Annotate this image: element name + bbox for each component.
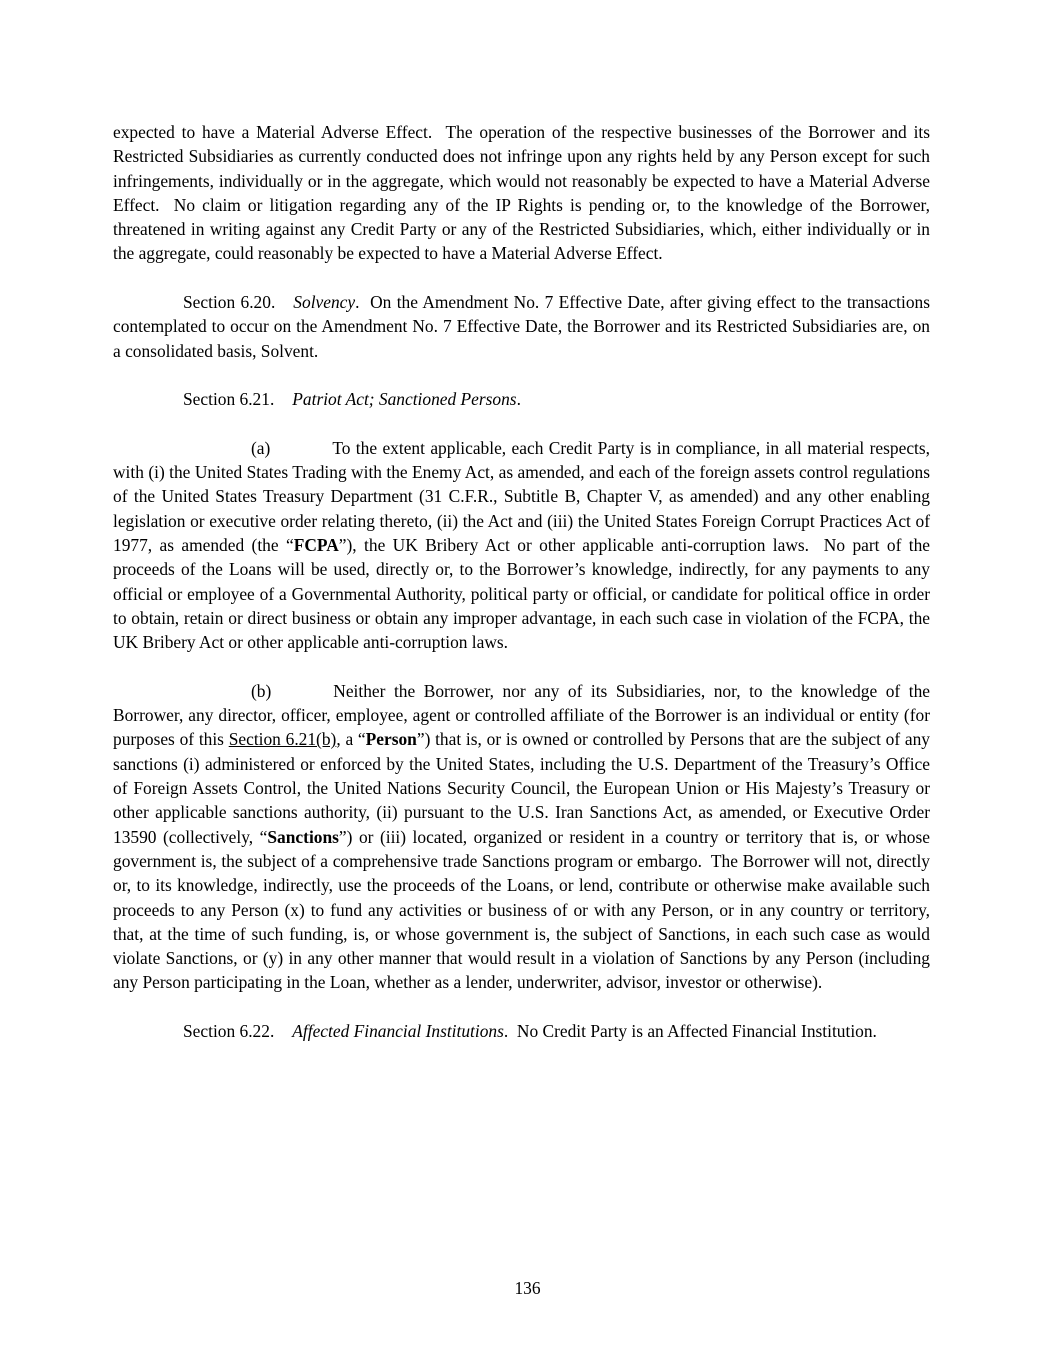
text-run: . [516, 389, 521, 410]
text-run: To the extent applicable, each Credit Party is in compliance, in all material respects, with (i) the United States Trading with the Enemy Act, as amended, and each of the foreign assets control regulations of the United States Treasury Department (31 C.F.R., Subtitle B, Chapter V, as amended) and any other enabling legislation or executive order relating thereto, (ii) the Act and (iii) the United States Foreign Corrupt Practices Act of 1977, as amended (the “ [113, 437, 930, 556]
para-ip-rights-continuation [113, 120, 930, 266]
para-section-6-21-a [113, 436, 930, 655]
text-run: Section 6.21(b) [228, 729, 337, 750]
text-run: Affected Financial Institutions [292, 1020, 504, 1041]
text-run: Section 6.20. [183, 292, 276, 313]
text-run: . No Credit Party is an Affected Financial Institution. [503, 1020, 877, 1041]
text-run: . On the Amendment No. 7 Effective Date, after giving effect to the transactions contemplated to occur on the Amendment No. 7 Effective Date, the Borrower and its Restricted Subsidiaries are, on a consolidated basis, Solvent. [113, 292, 930, 361]
text-run: Section 6.22. [183, 1020, 275, 1041]
text-run: ”), the UK Bribery Act or other applicable anti-corruption laws. No part of the proceeds of the Loans will be used, directly or, to the Borrower’s knowledge, indirectly, for any payments to any official or employee of a Governmental Authority, political party or official, or candidate for political office in order to obtain, retain or direct business or obtain any improper advantage, in each such case in violation of the FCPA, the UK Bribery Act or other applicable anti-corruption laws. [113, 535, 930, 653]
text-run: expected to have a Material Adverse Effect. The operation of the respective businesses of the Borrower and its Restricted Subsidiaries as currently conducted does not infringe upon any rights held by any Person except for such infringements, individually or in the aggregate, which would not reasonably be expected to have a Material Adverse Effect. No claim or litigation regarding any of the IP Rights is pending or, to the knowledge of the Borrower, threatened in writing against any Credit Party or any of the Restricted Subsidiaries, which, either individually or in the aggregate, could reasonably be expected to have a Material Adverse Effect. [113, 122, 930, 264]
para-section-6-22-affected-financial-institutions [113, 1019, 930, 1043]
text-run: Solvency [293, 292, 356, 313]
text-run: Section 6.21. [183, 389, 275, 410]
text-run: , a “ [336, 729, 366, 750]
text-run: (a) [251, 437, 271, 458]
text-run: Sanctions [267, 826, 339, 847]
para-section-6-21-heading [113, 387, 930, 411]
document-body [113, 120, 930, 1068]
text-run: ”) or (iii) located, organized or resident in a country or territory that is, or whose government is, the subject of a comprehensive trade Sanctions program or embargo. The Borrower will not, directly or, to its knowledge, indirectly, use the proceeds of the Loans, or lend, contribute or otherwise make available such proceeds to any Person (x) to fund any activities or business of or with any Person, or in any country or territory, that, at the time of such funding, is, or whose government is, the subject of Sanctions, in each such case as would violate Sanctions, or (y) in any other manner that would result in a violation of Sanctions by any Person (including any Person participating in the Loan, whether as a lender, underwriter, advisor, investor or otherwise). [113, 826, 930, 993]
text-run: (b) [251, 680, 272, 701]
text-run: FCPA [293, 535, 339, 556]
text-run: Neither the Borrower, nor any of its Subsidiaries, nor, to the knowledge of the Borrower, any director, officer, employee, agent or controlled affiliate of the Borrower is an individual or entity (for purposes of this [113, 680, 930, 750]
text-run: Patriot Act; Sanctioned Persons [292, 389, 517, 410]
text-run: Person [365, 729, 417, 750]
page-number: 136 [514, 1278, 541, 1298]
para-section-6-21-b [113, 679, 930, 995]
para-section-6-20-solvency [113, 290, 930, 363]
text-run: ”) that is, or is owned or controlled by Persons that are the subject of any sanctions (i) administered or enforced by the United States, including the U.S. Department of the Treasury’s Office of Foreign Assets Control, the United Nations Security Council, the European Union or His Majesty’s Treasury or other applicable sanctions authority, (ii) pursuant to the U.S. Iran Sanctions Act, as amended, or Executive Order 13590 (collectively, “ [113, 729, 931, 847]
